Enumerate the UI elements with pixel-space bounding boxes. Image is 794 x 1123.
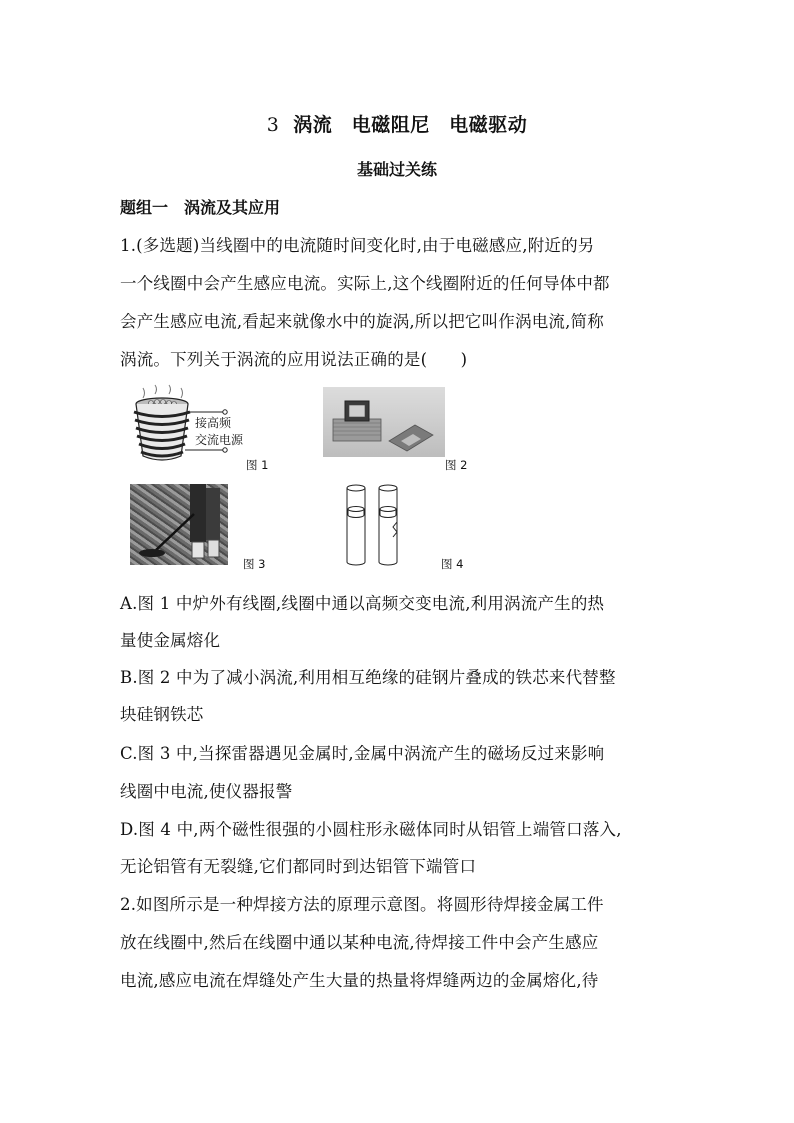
option-d-line-2: 无论铝管有无裂缝,它们都同时到达铝管下端管口	[120, 857, 477, 876]
laminated-core-image	[323, 387, 445, 457]
q2-line-2: 放在线圈中,然后在线圈中通以某种电流,待焊接工件中会产生感应	[120, 933, 599, 952]
page-title	[0, 110, 794, 137]
section-heading: 题组一 涡流及其应用	[120, 198, 281, 217]
option-b-line-2: 块硅钢铁芯	[120, 705, 204, 724]
option-a-line-2: 量使金属熔化	[120, 631, 221, 650]
q2-line-1: 2.如图所示是一种焊接方法的原理示意图。将圆形待焊接金属工件	[120, 895, 604, 914]
figure-3-caption: 图 3	[243, 557, 266, 571]
option-d-line-1: D.图 4 中,两个磁性很强的小圆柱形永磁体同时从铝管上端管口落入,	[120, 820, 622, 839]
figure-1-label-line-1: 接高频	[195, 416, 232, 430]
figure-4-caption: 图 4	[441, 557, 464, 571]
page-subtitle: 基础过关练	[356, 160, 437, 179]
q1-line-2: 一个线圈中会产生感应电流。实际上,这个线圈附近的任何导体中都	[120, 274, 610, 293]
mine-detector-image	[130, 484, 228, 565]
figure-1-furnace	[125, 384, 250, 464]
figure-3-photo	[130, 484, 228, 565]
option-a-line-1: A.图 1 中炉外有线圈,线圈中通以高频交变电流,利用涡流产生的热	[120, 594, 605, 613]
lesson-number: 3	[266, 114, 280, 136]
figure-1-label-line-2: 交流电源	[195, 433, 244, 447]
q1-line-1: 1.(多选题)当线圈中的电流随时间变化时,由于电磁感应,附近的另	[120, 236, 595, 255]
figure-2-photo	[323, 387, 445, 457]
option-b-line-1: B.图 2 中为了减小涡流,利用相互绝缘的硅钢片叠成的铁芯来代替整	[120, 668, 616, 687]
option-c-line-2: 线圈中电流,使仪器报警	[120, 782, 293, 801]
q1-line-3: 会产生感应电流,看起来就像水中的旋涡,所以把它叫作涡电流,简称	[120, 312, 604, 331]
figure-4-aluminum-tubes	[340, 482, 410, 570]
figure-2-caption: 图 2	[445, 458, 468, 472]
q1-line-4: 涡流。下列关于涡流的应用说法正确的是( )	[120, 350, 468, 369]
option-c-line-1: C.图 3 中,当探雷器遇见金属时,金属中涡流产生的磁场反过来影响	[120, 744, 605, 763]
q2-line-3: 电流,感应电流在焊缝处产生大量的热量将焊缝两边的金属熔化,待	[120, 971, 599, 990]
figure-1-caption: 图 1	[246, 458, 269, 472]
lesson-title: 涡流 电磁阻尼 电磁驱动	[293, 114, 528, 136]
